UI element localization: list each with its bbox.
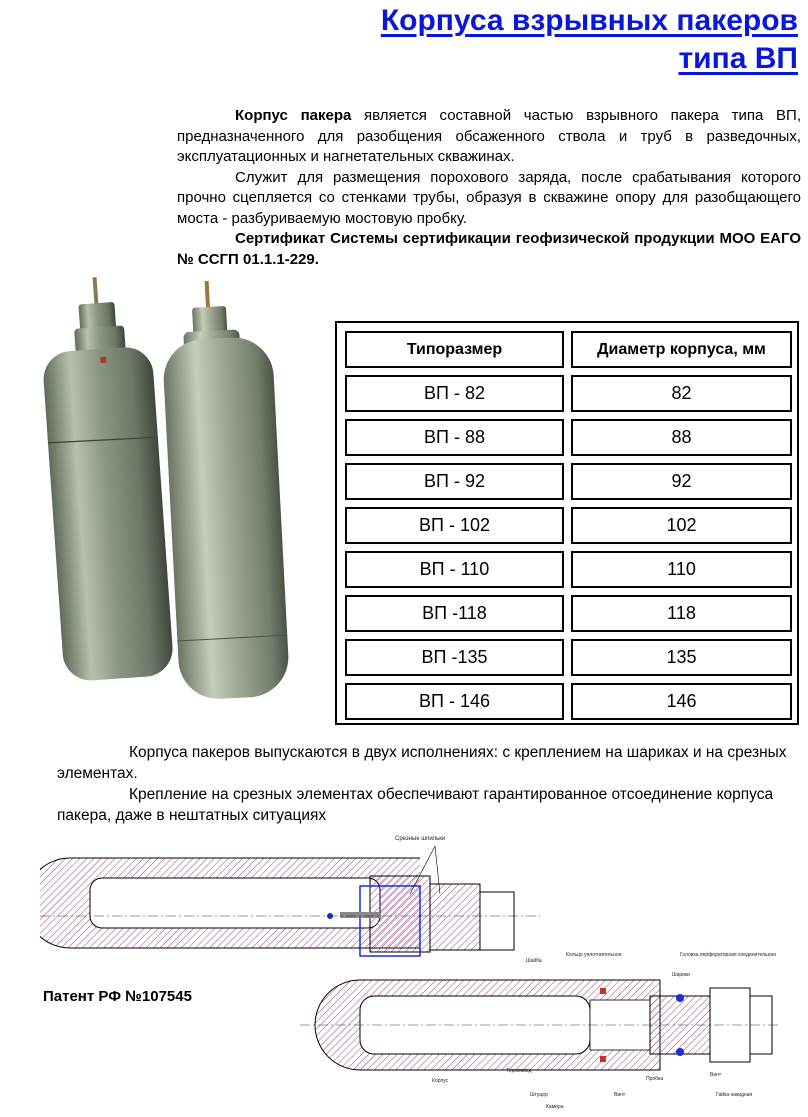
- intro-p1-text: является составной частью взрывного пакера типа ВП, предназначенного для разобщения обсаженного ствола и труб в разведочных, эксплуатационных и нагнетательных скважинах.: [177, 107, 801, 165]
- label-plug: Пробка: [646, 1076, 664, 1082]
- label-union-nut: Гайка накидная: [716, 1092, 753, 1098]
- table-cell-diameter: 135: [571, 639, 792, 676]
- label-sealing-ring: Кольцо уплотнительное: [566, 952, 622, 958]
- table-cell-diameter: 118: [571, 595, 792, 632]
- mounting-description: [57, 742, 801, 826]
- mounting-paragraph-2: Крепление на срезных элементах обеспечивают гарантированное отсоединение корпуса пакера, даже в нештатных ситуациях: [57, 786, 774, 824]
- title-line-2: типа ВП: [678, 42, 798, 75]
- label-balls: Шарики: [672, 972, 690, 978]
- label-screw: Винт: [614, 1092, 626, 1098]
- dimensions-table: [335, 321, 799, 725]
- label-shear-pins: Срезные шпильки: [395, 836, 446, 842]
- table-cell-size: ВП - 146: [345, 683, 564, 720]
- table-cell-diameter: 110: [571, 551, 792, 588]
- label-perforator-head: Головка перфораторная соединительная: [680, 952, 776, 958]
- page-title: [381, 2, 798, 78]
- title-line-1: Корпуса взрывных пакеров: [380, 4, 798, 37]
- table-cell-size: ВП - 88: [345, 419, 564, 456]
- certificate-paragraph: Сертификат Системы сертификации геофизической продукции МОО ЕАГО № ССГП 01.1.1-229.: [177, 230, 801, 268]
- table-cell-diameter: 82: [571, 375, 792, 412]
- label-screw-2: Винт: [710, 1072, 722, 1078]
- intro-paragraph-2: Служит для размещения порохового заряда, после срабатывания которого прочно сцепляется со стенками трубы, образуя в скважине опору для разобщающего моста - разбуриваемую мостовую пробку.: [177, 168, 801, 227]
- label-housing: Корпус: [432, 1078, 449, 1084]
- shear-pin-drawing: [40, 836, 540, 976]
- table-cell-diameter: 146: [571, 683, 792, 720]
- table-header-diameter: Диаметр корпуса, мм: [571, 331, 792, 368]
- label-chamber: Камера: [546, 1104, 564, 1110]
- label-thermo-input: Термоввод: [506, 1068, 532, 1074]
- table-cell-size: ВП - 92: [345, 463, 564, 500]
- table-cell-size: ВП - 110: [345, 551, 564, 588]
- patent-number: Патент РФ №107545: [43, 988, 192, 1005]
- label-fitting: Штуцер: [530, 1092, 548, 1098]
- table-cell-size: ВП -135: [345, 639, 564, 676]
- table-cell-size: ВП - 102: [345, 507, 564, 544]
- intro-bold-term: Корпус пакера: [235, 107, 352, 124]
- mounting-paragraph-1: Корпуса пакеров выпускаются в двух исполнениях: с креплением на шариках и на срезных элементах.: [57, 744, 787, 782]
- table-header-size: Типоразмер: [345, 331, 564, 368]
- table-cell-diameter: 92: [571, 463, 792, 500]
- table-cell-size: ВП - 82: [345, 375, 564, 412]
- intro-paragraph-1: [177, 106, 801, 168]
- packer-housings-photo: [30, 268, 320, 708]
- intro-text: [177, 106, 801, 270]
- table-cell-size: ВП -118: [345, 595, 564, 632]
- label-washer: Шайба: [526, 958, 542, 964]
- ball-mount-drawing: [300, 960, 780, 1110]
- table-cell-diameter: 88: [571, 419, 792, 456]
- table-cell-diameter: 102: [571, 507, 792, 544]
